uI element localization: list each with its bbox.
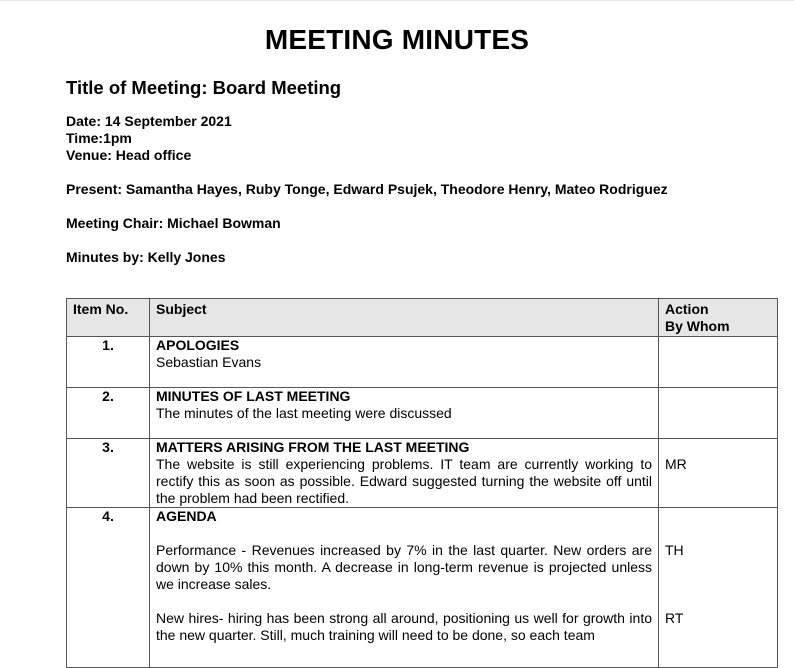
subject-heading: APOLOGIES: [156, 337, 240, 353]
table-row: [67, 337, 778, 388]
subject-cell: [150, 439, 659, 508]
item-number: 1.: [67, 337, 150, 388]
agenda-performance-text: Performance - Revenues increased by 7% in the last quarter. New orders are down by 10% this month. A decrease in long-term revenue is projected unless we increase sales.: [156, 542, 652, 592]
meeting-title: Title of Meeting: Board Meeting: [66, 77, 342, 98]
header-action-line2: By Whom: [665, 318, 730, 334]
meeting-venue: Venue: Head office: [66, 147, 192, 163]
meeting-chair: Meeting Chair: Michael Bowman: [66, 215, 281, 231]
attendees-present: Present: Samantha Hayes, Ruby Tonge, Edward Psujek, Theodore Henry, Mateo Rodriguez: [66, 181, 668, 197]
table-row: [67, 388, 778, 439]
action-cell: [659, 337, 778, 388]
subject-text: Sebastian Evans: [156, 354, 262, 370]
subject-text: The website is still experiencing problems. IT team are currently working to rectify this as soon as possible. Edward suggested turning the website off until the problem had been rectified.: [156, 456, 652, 506]
table-row: [67, 508, 778, 668]
action-owner: MR: [665, 456, 687, 472]
action-cell: [659, 508, 778, 668]
document-title: MEETING MINUTES: [264, 24, 530, 55]
action-cell: [659, 388, 778, 439]
subject-cell: [150, 388, 659, 439]
minutes-taker: Minutes by: Kelly Jones: [66, 249, 226, 265]
table-row: [67, 439, 778, 508]
header-action-line1: Action: [665, 301, 709, 317]
subject-heading: MATTERS ARISING FROM THE LAST MEETING: [156, 439, 470, 455]
subject-heading: AGENDA: [156, 508, 217, 524]
action-owner: TH: [665, 542, 684, 558]
item-number: 2.: [67, 388, 150, 439]
subject-cell: [150, 337, 659, 388]
meeting-time: Time:1pm: [66, 130, 132, 146]
item-number: 4.: [67, 508, 150, 668]
meeting-date: Date: 14 September 2021: [66, 113, 232, 129]
agenda-new-hires-text: New hires- hiring has been strong all around, positioning us well for growth into the new quarter. Still, much training will need to be done, so each team: [156, 610, 652, 643]
action-owner: RT: [665, 610, 684, 626]
header-subject: Subject: [150, 299, 659, 337]
subject-heading: MINUTES OF LAST MEETING: [156, 388, 351, 404]
item-number: 3.: [67, 439, 150, 508]
header-action-by-whom: [659, 299, 778, 337]
action-cell: [659, 439, 778, 508]
page-top-border: [0, 0, 794, 1]
header-item-no: Item No.: [67, 299, 150, 337]
minutes-table: [66, 298, 778, 668]
subject-text: The minutes of the last meeting were discussed: [156, 405, 452, 421]
table-header-row: [67, 299, 778, 337]
subject-cell: [150, 508, 659, 668]
